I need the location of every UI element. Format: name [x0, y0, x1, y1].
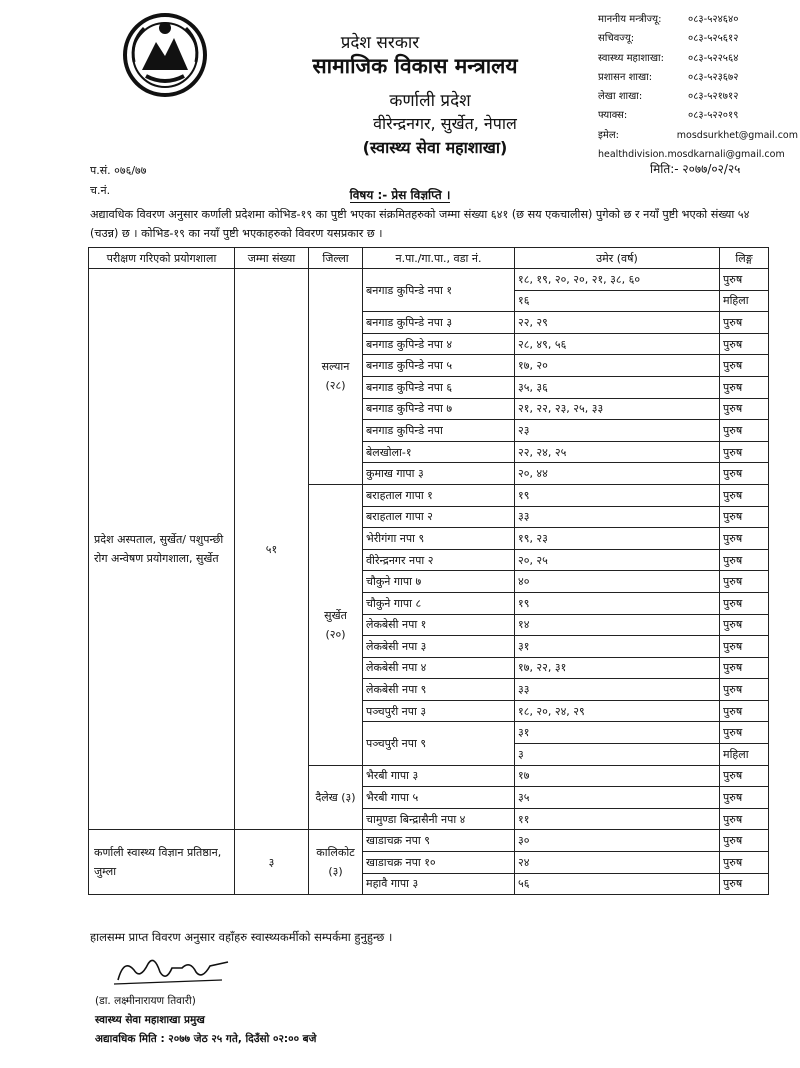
age-cell: ३१ [515, 722, 720, 744]
lab-name-cell: प्रदेश अस्पताल, सुर्खेत/ पशुपन्छी रोग अन्वेषण प्रयोगशाला, सुर्खेत [89, 269, 235, 830]
sex-cell: पुरुष [720, 528, 769, 550]
place-cell: भैरबी गापा ५ [363, 787, 515, 809]
sex-cell: पुरुष [720, 636, 769, 658]
contact-value: ०८३-५२२०१९ [688, 110, 739, 122]
col-header-lab: परीक्षण गरिएको प्रयोगशाला [89, 248, 235, 269]
place-cell: बनगाड कुपिन्डे नपा ७ [363, 398, 515, 420]
contact-list [598, 10, 798, 164]
sex-cell: पुरुष [720, 376, 769, 398]
place-cell: खाडाचक्र नपा १० [363, 852, 515, 874]
age-cell: १७, २० [515, 355, 720, 377]
district-cell-surkhet: सुर्खेत (२०) [309, 484, 363, 765]
col-header-district: जिल्ला [309, 248, 363, 269]
col-header-total: जम्मा संख्या [235, 248, 309, 269]
contact-value: ०८३-५२५६१२ [688, 33, 739, 45]
age-cell: ३३ [515, 679, 720, 701]
contact-label: सचिवज्यू: [598, 33, 635, 45]
sex-cell: पुरुष [720, 398, 769, 420]
district-cell-kalikot: कालिकोट (३) [309, 830, 363, 895]
contact-value: ०८३-५२३६७२ [688, 71, 739, 83]
contact-value: ०८३-५२१७१२ [688, 91, 739, 103]
sex-cell: पुरुष [720, 657, 769, 679]
signatory-name: (डा. लक्ष्मीनारायण तिवारी) [95, 995, 196, 1007]
place-cell: भेरीगंगा नपा ९ [363, 528, 515, 550]
place-cell: वीरेन्द्रनगर नपा २ [363, 549, 515, 571]
updated-date: अद्यावधिक मिति : २०७७ जेठ २५ गते, दिउँसो ०२:०० बजे [95, 1033, 317, 1045]
sex-cell: महिला [720, 290, 769, 312]
table-row [89, 830, 769, 852]
age-cell: ३० [515, 830, 720, 852]
age-cell: १८, १९, २०, २०, २१, ३८, ६० [515, 269, 720, 291]
dispatch-number: च.नं. [90, 184, 111, 197]
letter-date: मिति:- २०७७/०२/२५ [650, 162, 741, 176]
sex-cell: पुरुष [720, 808, 769, 830]
age-cell: २८, ४९, ५६ [515, 333, 720, 355]
age-cell: २४ [515, 852, 720, 874]
age-cell: १८, २०, २४, २९ [515, 700, 720, 722]
sex-cell: पुरुष [720, 269, 769, 291]
header-division: (स्वास्थ्य सेवा महाशाखा) [362, 138, 508, 157]
place-cell: बराहताल गापा २ [363, 506, 515, 528]
place-cell: बनगाड कुपिन्डे नपा [363, 420, 515, 442]
sex-cell: पुरुष [720, 852, 769, 874]
handwritten-signature [110, 950, 240, 990]
sex-cell: पुरुष [720, 333, 769, 355]
table-header-row [89, 248, 769, 269]
col-header-sex: लिङ्ग [720, 248, 769, 269]
age-cell: २०, ४४ [515, 463, 720, 485]
table-row [89, 269, 769, 291]
place-cell: लेकबेसी नपा ४ [363, 657, 515, 679]
contact-row [598, 68, 798, 87]
footer-note: हालसम्म प्राप्त विवरण अनुसार वहाँहरु स्वास्थ्यकर्मीको सम्पर्कमा हुनुहुन्छ । [90, 930, 393, 944]
age-cell: २२, २४, २५ [515, 441, 720, 463]
age-cell: ३३ [515, 506, 720, 528]
sex-cell: पुरुष [720, 722, 769, 744]
sex-cell: पुरुष [720, 355, 769, 377]
contact-label: फ्याक्स: [598, 110, 628, 122]
sex-cell: पुरुष [720, 765, 769, 787]
age-cell: ३५ [515, 787, 720, 809]
sex-cell: पुरुष [720, 614, 769, 636]
sex-cell: पुरुष [720, 571, 769, 593]
age-cell: १९, २३ [515, 528, 720, 550]
contact-row [598, 106, 798, 125]
col-header-age: उमेर (वर्ष) [515, 248, 720, 269]
header-address: वीरेन्द्रनगर, सुर्खेत, नेपाल [373, 114, 517, 133]
sex-cell: पुरुष [720, 506, 769, 528]
age-cell: ३५, ३६ [515, 376, 720, 398]
place-cell: बराहताल गापा १ [363, 484, 515, 506]
email-secondary: healthdivision.mosdkarnali@gmail.com [598, 149, 785, 161]
district-cell-dailekh: दैलेख (३) [309, 765, 363, 830]
district-cell-salyan: सल्यान (२८) [309, 269, 363, 485]
place-cell: चौकुने गापा ८ [363, 592, 515, 614]
age-cell: ५६ [515, 873, 720, 895]
age-cell: १७, २२, ३१ [515, 657, 720, 679]
sex-cell: पुरुष [720, 700, 769, 722]
header-ministry: सामाजिक विकास मन्त्रालय [312, 54, 518, 78]
sex-cell: पुरुष [720, 420, 769, 442]
place-cell: लेकबेसी नपा ९ [363, 679, 515, 701]
sex-cell: पुरुष [720, 312, 769, 334]
age-cell: २२, २९ [515, 312, 720, 334]
signatory-title: स्वास्थ्य सेवा महाशाखा प्रमुख [95, 1014, 205, 1026]
age-cell: १७ [515, 765, 720, 787]
place-cell: बनगाड कुपिन्डे नपा ६ [363, 376, 515, 398]
nepal-emblem-logo [122, 12, 208, 98]
age-cell: २१, २२, २३, २५, ३३ [515, 398, 720, 420]
place-cell: लेकबेसी नपा ३ [363, 636, 515, 658]
contact-value: ०८३-५२२५६४ [688, 52, 739, 64]
covid-cases-table [88, 247, 769, 895]
sex-cell: पुरुष [720, 484, 769, 506]
header-province: कर्णाली प्रदेश [389, 91, 471, 111]
email-value: mosdsurkhet@gmail.com [676, 129, 798, 141]
place-cell: लेकबेसी नपा १ [363, 614, 515, 636]
contact-value: ०८३-५२४६४० [688, 14, 739, 25]
contact-row [598, 87, 798, 106]
age-cell: ४० [515, 571, 720, 593]
place-cell: चौकुने गापा ७ [363, 571, 515, 593]
contact-label: माननीय मन्त्रीज्यू: [598, 14, 662, 25]
place-cell: बनगाड कुपिन्डे नपा ५ [363, 355, 515, 377]
lab-total-cell: ३ [235, 830, 309, 895]
header-province-govt: प्रदेश सरकार [340, 33, 420, 53]
sex-cell: पुरुष [720, 679, 769, 701]
sex-cell: पुरुष [720, 463, 769, 485]
age-cell: २३ [515, 420, 720, 442]
sex-cell: पुरुष [720, 830, 769, 852]
contact-row [598, 10, 798, 29]
age-cell: ३१ [515, 636, 720, 658]
age-cell: १४ [515, 614, 720, 636]
place-cell: भैरबी गापा ३ [363, 765, 515, 787]
sex-cell: महिला [720, 744, 769, 766]
place-cell: बनगाड कुपिन्डे नपा ४ [363, 333, 515, 355]
place-cell: बनगाड कुपिन्डे नपा १ [363, 269, 515, 312]
sex-cell: पुरुष [720, 549, 769, 571]
age-cell: १९ [515, 592, 720, 614]
sex-cell: पुरुष [720, 441, 769, 463]
intro-paragraph: अद्यावधिक विवरण अनुसार कर्णाली प्रदेशमा कोभिड-१९ का पुष्टी भएका संक्रमितहरुको जम्मा संख्या ६४१ (छ सय एकचालीस) पुगेको छ र नयाँ पुष्टी भएको संख्या ५४ (चउन्न) छ । कोभिड-१९ का नयाँ पुष्टी भएकाहरुको विवरण यसप्रकार छ । [90, 208, 750, 240]
subject-line [0, 186, 800, 203]
col-header-municipality: न.पा./गा.पा., वडा नं. [363, 248, 515, 269]
place-cell: चामुण्डा बिन्द्रासैनी नपा ४ [363, 808, 515, 830]
reference-number: प.सं. ०७६/७७ [90, 164, 147, 177]
place-cell: महावै गापा ३ [363, 873, 515, 895]
contact-label: प्रशासन शाखा: [598, 71, 653, 83]
place-cell: खाडाचक्र नपा ९ [363, 830, 515, 852]
age-cell: १६ [515, 290, 720, 312]
age-cell: २०, २५ [515, 549, 720, 571]
place-cell: पञ्चपुरी नपा ९ [363, 722, 515, 765]
place-cell: पञ्चपुरी नपा ३ [363, 700, 515, 722]
sex-cell: पुरुष [720, 592, 769, 614]
age-cell: ३ [515, 744, 720, 766]
place-cell: बेलखोला-१ [363, 441, 515, 463]
lab-total-cell: ५१ [235, 269, 309, 830]
contact-row [598, 126, 798, 145]
contact-row [598, 29, 798, 48]
sex-cell: पुरुष [720, 873, 769, 895]
age-cell: १९ [515, 484, 720, 506]
place-cell: बनगाड कुपिन्डे नपा ३ [363, 312, 515, 334]
lab-name-cell: कर्णाली स्वास्थ्य विज्ञान प्रतिष्ठान, जुम्ला [89, 830, 235, 895]
contact-label: लेखा शाखा: [598, 91, 643, 103]
place-cell: कुमाख गापा ३ [363, 463, 515, 485]
age-cell: ११ [515, 808, 720, 830]
contact-row [598, 49, 798, 68]
contact-label: स्वास्थ्य महाशाखा: [598, 52, 664, 64]
contact-label: इमेल: [598, 129, 620, 141]
subject-text: विषय :- प्रेस विज्ञप्ति । [349, 188, 451, 202]
sex-cell: पुरुष [720, 787, 769, 809]
